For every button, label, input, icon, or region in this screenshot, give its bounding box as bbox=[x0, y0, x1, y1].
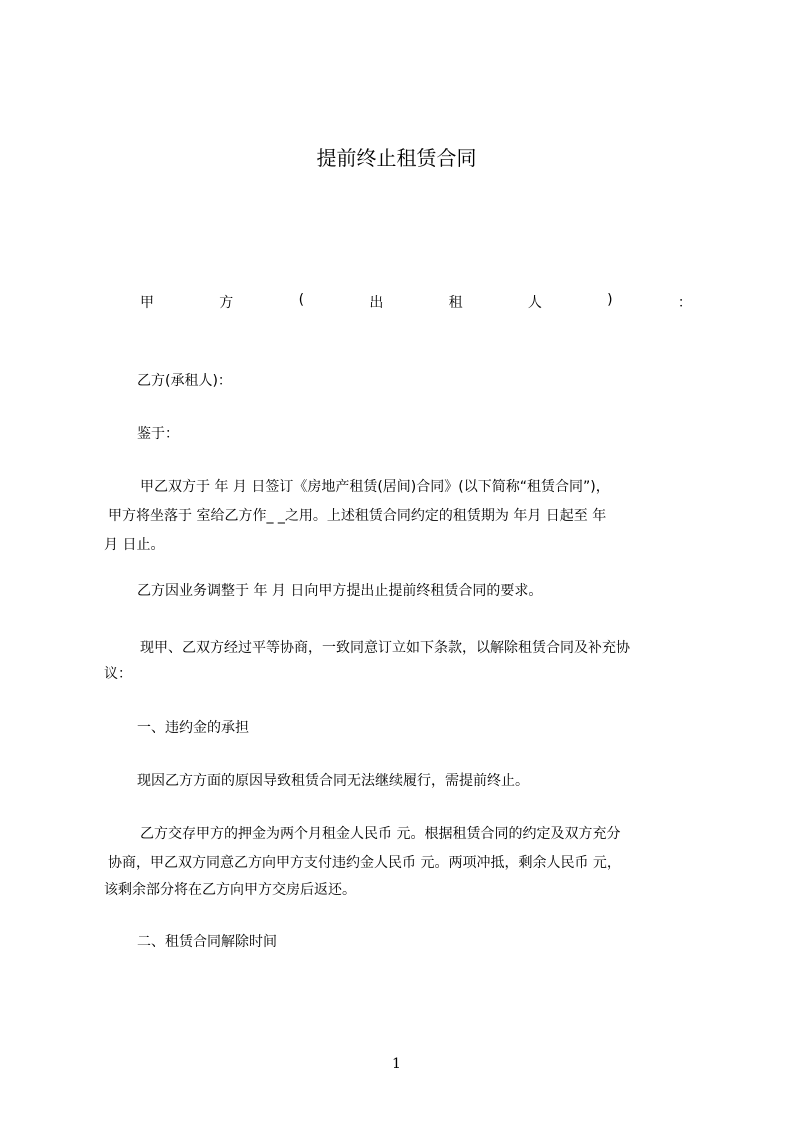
paragraph-line: 现甲、乙双方经过平等协商，一致同意订立如下条款，以解除租赁合同及补充协 bbox=[140, 640, 630, 656]
paragraph-line: 议： bbox=[104, 666, 132, 682]
paragraph-line: 甲乙双方于 年 月 日签订《房地产租赁(居间)合同》(以下简称“租赁合同”)， bbox=[140, 479, 610, 495]
party-b-line: 乙方(承租人)： bbox=[137, 373, 232, 389]
party-a-char: 方 bbox=[219, 295, 234, 311]
paragraph-termination-request: 乙方因业务调整于 年 月 日向甲方提出止提前终租赁合同的要求。 bbox=[137, 583, 543, 599]
paragraph-line: 乙方交存甲方的押金为两个月租金人民币 元。根据租赁合同的约定及双方充分 bbox=[140, 826, 621, 842]
document-title: 提前终止租赁合同 bbox=[316, 146, 477, 170]
paragraph-line: 月 日止。 bbox=[104, 537, 165, 553]
paragraph-line: 协商，甲乙双方同意乙方向甲方支付违约金人民币 元。两项冲抵，剩余人民币 元， bbox=[108, 855, 621, 871]
party-a-char: 租 bbox=[448, 295, 463, 311]
section-heading-penalty: 一、违约金的承担 bbox=[137, 720, 249, 736]
party-a-char: 甲 bbox=[140, 295, 154, 311]
party-a-char: 出 bbox=[369, 295, 384, 311]
party-a-char: 人 bbox=[527, 295, 542, 311]
whereas-line: 鉴于： bbox=[137, 426, 179, 442]
paragraph-reason: 现因乙方方面的原因导致租赁合同无法继续履行，需提前终止。 bbox=[137, 773, 529, 789]
party-a-line bbox=[140, 292, 692, 312]
paragraph-line: 甲方将坐落于 室给乙方作_ _之用。上述租赁合同约定的租赁期为 年月 日起至 年 bbox=[108, 508, 607, 524]
page-number: 1 bbox=[392, 1056, 401, 1072]
paragraph-line: 该剩余部分将在乙方向甲方交房后返还。 bbox=[104, 882, 356, 898]
party-a-char: ( bbox=[298, 292, 305, 308]
section-heading-termination-time: 二、租赁合同解除时间 bbox=[137, 934, 277, 950]
party-a-char: ) bbox=[607, 292, 613, 308]
party-a-char: ： bbox=[677, 295, 692, 311]
